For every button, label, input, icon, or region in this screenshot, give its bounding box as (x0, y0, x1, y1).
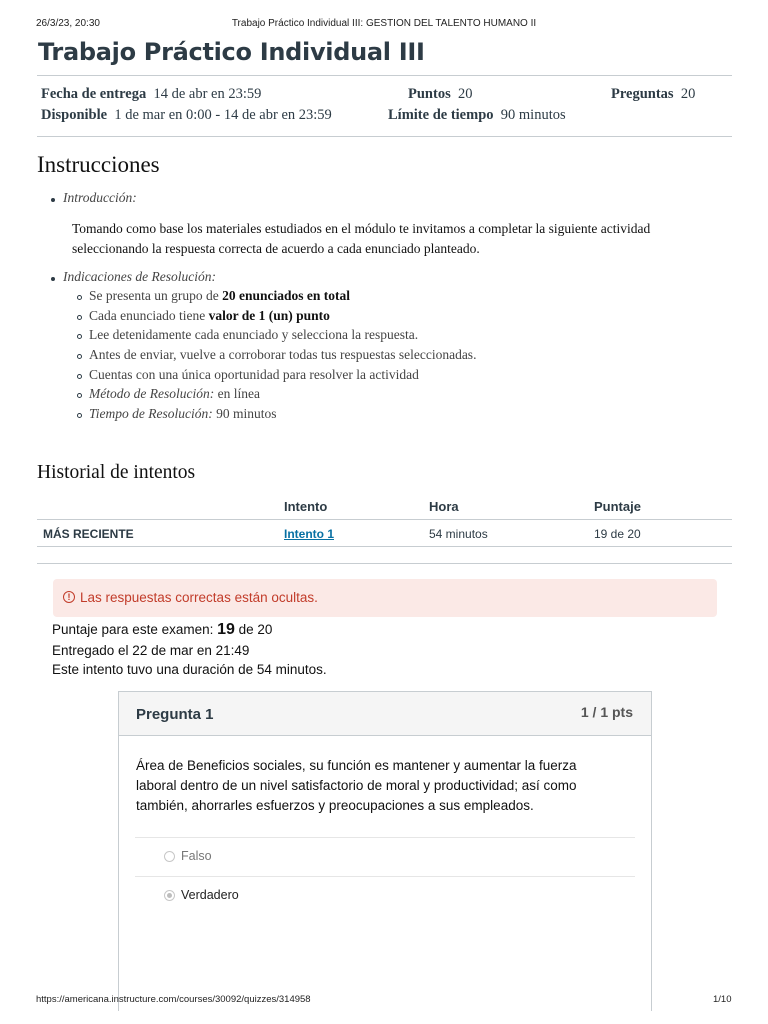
intro-line-1: Tomando como base los materiales estudiados en el módulo te invitamos a completar la siguiente actividad (72, 221, 651, 236)
meta-time-limit-label: Límite de tiempo (388, 107, 494, 123)
meta-points (408, 86, 472, 103)
meta-due-label: Fecha de entrega (41, 86, 147, 102)
meta-questions-label: Preguntas (611, 86, 674, 102)
bullet (51, 277, 55, 281)
question-text: Área de Beneficios sociales, su función es mantener y aumentar la fuerza laboral dentro de un nivel satisfactorio de moral y productividad; así como también, ahorrarles esfuerzos y preocupaciones a sus empleados. (136, 758, 577, 813)
item-6-label: Método de Resolución: (89, 386, 215, 401)
sub-bullet (77, 295, 82, 300)
answer-label-verdadero: Verdadero (181, 888, 239, 902)
instructions-heading: Instrucciones (37, 152, 160, 177)
meta-available-label: Disponible (41, 107, 108, 123)
meta-questions (611, 86, 695, 103)
item-6-value: en línea (217, 386, 260, 401)
item-1-text: Se presenta un grupo de (89, 288, 223, 303)
sub-bullet (77, 413, 82, 418)
question-points: 1 / 1 pts (580, 704, 633, 720)
meta-questions-value: 20 (680, 86, 696, 102)
instruction-item-7 (89, 406, 277, 422)
meta-available-value: 1 de mar en 0:00 - 14 de abr en 23:59 (114, 107, 332, 123)
instruction-item-2 (89, 308, 330, 324)
history-col-time: Hora (429, 499, 459, 514)
meta-available (41, 107, 332, 124)
meta-time-limit-value: 90 minutos (500, 107, 566, 123)
print-datetime: 26/3/23, 20:30 (36, 18, 100, 29)
answer-radio-falso[interactable] (164, 851, 175, 862)
meta-due-value: 14 de abr en 23:59 (153, 86, 262, 102)
question-header (119, 692, 651, 736)
score-summary (52, 621, 272, 639)
sub-bullet (77, 354, 82, 359)
question-card (118, 691, 652, 1011)
score-label: Puntaje para este examen: (52, 622, 218, 637)
history-header-divider (37, 519, 732, 520)
sub-bullet (77, 334, 82, 339)
history-row-label: MÁS RECIENTE (43, 527, 134, 541)
meta-divider (37, 136, 732, 137)
history-col-attempt: Intento (284, 499, 328, 514)
title-divider (37, 75, 732, 76)
resolution-label: Indicaciones de Resolución: (63, 269, 216, 284)
item-2-text: Cada enunciado tiene (89, 308, 209, 323)
history-row-score: 19 de 20 (594, 527, 641, 541)
meta-time-limit (388, 107, 566, 124)
history-row-divider (37, 546, 732, 547)
question-title: Pregunta 1 (136, 706, 214, 723)
sub-bullet (77, 374, 82, 379)
answer-radio-verdadero[interactable] (164, 890, 175, 901)
instruction-item-4: Antes de enviar, vuelve a corroborar todas tus respuestas seleccionadas. (89, 347, 477, 362)
instruction-item-1 (89, 288, 350, 304)
print-url: https://americana.instructure.com/courses/30092/quizzes/314958 (36, 994, 311, 1005)
instruction-item-5: Cuentas con una única oportunidad para resolver la actividad (89, 367, 419, 382)
item-2-bold: valor de 1 (un) punto (208, 308, 330, 323)
attempt-1-link[interactable]: Intento 1 (284, 527, 334, 541)
answer-divider (135, 837, 635, 838)
answer-divider (135, 876, 635, 877)
meta-due (41, 86, 261, 103)
score-total: de 20 (234, 622, 273, 637)
intro-label: Introducción: (63, 190, 137, 205)
answer-label-falso: Falso (181, 849, 212, 863)
sub-bullet (77, 393, 82, 398)
page-title: Trabajo Práctico Individual III (38, 38, 425, 66)
item-7-value: 90 minutos (216, 406, 277, 421)
bullet (51, 198, 55, 202)
item-7-label: Tiempo de Resolución: (89, 406, 213, 421)
history-col-score: Puntaje (594, 499, 641, 514)
instruction-item-6 (89, 386, 260, 402)
warning-icon: ! (63, 591, 75, 603)
meta-points-label: Puntos (408, 86, 451, 102)
alert-text: Las respuestas correctas están ocultas. (80, 590, 318, 605)
history-heading: Historial de intentos (37, 462, 196, 483)
instruction-item-3: Lee detenidamente cada enunciado y selecciona la respuesta. (89, 327, 419, 342)
item-1-bold: 20 enunciados en total (222, 288, 350, 303)
print-doc-title: Trabajo Práctico Individual III: GESTION DEL TALENTO HUMANO II (231, 18, 537, 29)
attempt-duration: Este intento tuvo una duración de 54 minutos. (52, 662, 327, 677)
print-page-number: 1/10 (713, 994, 732, 1005)
score-value: 19 (217, 621, 235, 638)
history-row-time: 54 minutos (429, 527, 488, 541)
sub-bullet (77, 315, 82, 320)
submitted-at: Entregado el 22 de mar en 21:49 (52, 643, 250, 658)
section-divider (37, 563, 732, 564)
meta-points-value: 20 (457, 86, 473, 102)
intro-line-2: seleccionando la respuesta correcta de acuerdo a cada enunciado planteado. (72, 241, 480, 256)
